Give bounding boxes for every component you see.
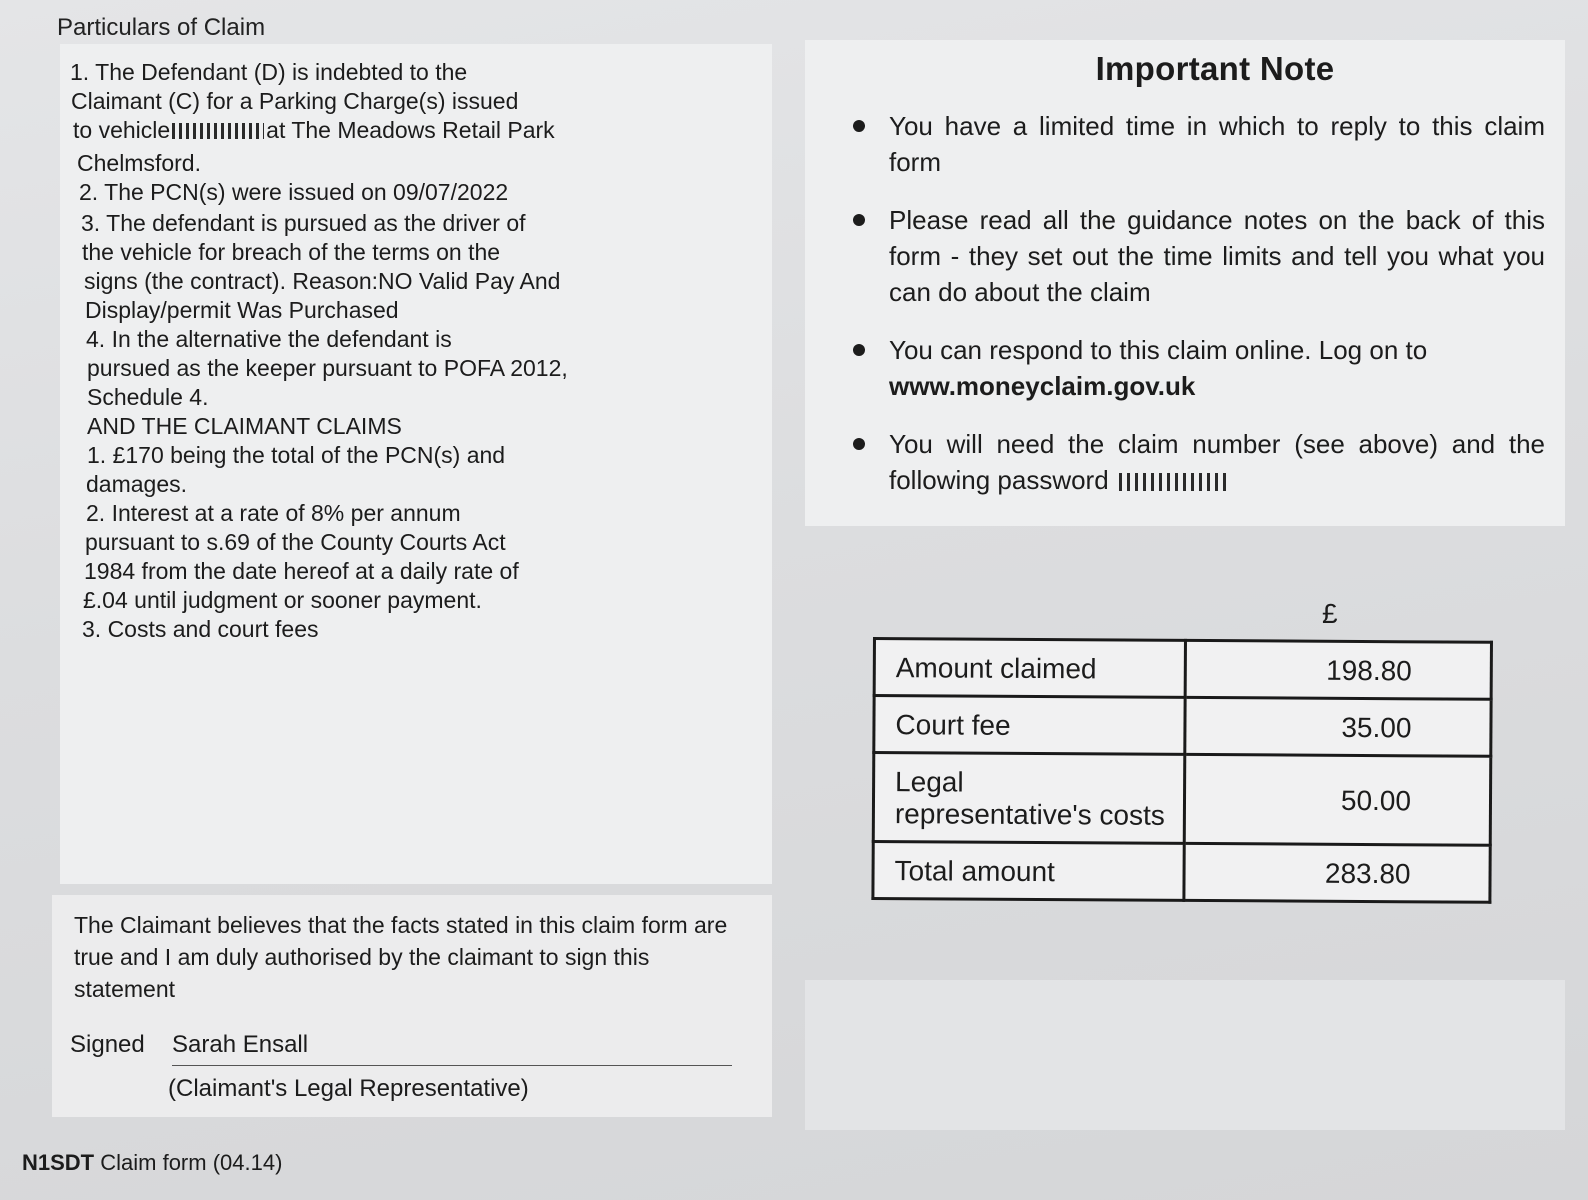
statement-of-truth xyxy=(52,895,772,1117)
note-item xyxy=(845,108,1545,180)
form-code-title: Claim form (04.14) xyxy=(100,1150,283,1175)
note-text: You have a limited time in which to reply to this claim form xyxy=(889,111,1545,177)
note-text: Please read all the guidance notes on the back of this form - they set out the time limits and tell you what you can do about the claim xyxy=(889,205,1545,307)
important-note-list xyxy=(845,108,1545,498)
claim-line: pursued as the keeper pursuant to POFA 2012, xyxy=(87,355,568,381)
claim-line: Display/permit Was Purchased xyxy=(85,297,399,323)
note-item xyxy=(845,332,1545,404)
bullet-icon xyxy=(853,344,865,356)
amounts-table xyxy=(871,637,1493,904)
amount-value: 198.80 xyxy=(1185,640,1491,699)
claim-line: 3. Costs and court fees xyxy=(82,616,319,642)
form-code xyxy=(22,1150,282,1176)
signature-line xyxy=(172,1065,732,1066)
claim-line: £.04 until judgment or sooner payment. xyxy=(83,587,482,613)
note-text: You can respond to this claim online. Log on to xyxy=(889,335,1428,365)
important-note-panel xyxy=(805,40,1565,526)
amount-label: Total amount xyxy=(873,842,1184,901)
signatory-name: Sarah Ensall xyxy=(172,1031,309,1058)
claim-line: 1. The Defendant (D) is indebted to the xyxy=(70,59,468,85)
amount-label: Court fee xyxy=(874,696,1185,755)
claim-line: AND THE CLAIMANT CLAIMS xyxy=(87,413,402,439)
claim-text: at The Meadows Retail Park xyxy=(266,117,555,143)
claim-line: Claimant (C) for a Parking Charge(s) issued xyxy=(71,88,519,114)
table-row xyxy=(873,842,1490,903)
claim-line-vehicle xyxy=(73,116,762,145)
amount-label: Legal representative's costs xyxy=(873,753,1185,844)
claim-line: Chelmsford. xyxy=(77,150,201,176)
signed-label: Signed xyxy=(70,1031,145,1058)
currency-symbol: £ xyxy=(1322,598,1338,629)
claim-line: damages. xyxy=(86,471,188,497)
claim-line: 2. The PCN(s) were issued on 09/07/2022 xyxy=(79,179,509,205)
bullet-icon xyxy=(853,120,865,132)
form-code-id: N1SDT xyxy=(22,1150,95,1175)
claim-line: 1. £170 being the total of the PCN(s) and xyxy=(87,442,506,468)
particulars-panel xyxy=(60,44,772,884)
important-note-title: Important Note xyxy=(1095,50,1335,87)
claim-line: Schedule 4. xyxy=(87,384,209,410)
amount-value: 35.00 xyxy=(1185,697,1491,756)
amount-label: Amount claimed xyxy=(874,639,1185,698)
signatory-role: (Claimant's Legal Representative) xyxy=(168,1075,529,1102)
claim-line: 2. Interest at a rate of 8% per annum xyxy=(86,500,461,526)
claim-line: 4. In the alternative the defendant is xyxy=(86,326,452,352)
note-item xyxy=(845,202,1545,310)
table-row xyxy=(873,753,1491,846)
claim-line: signs (the contract). Reason:NO Valid Pay And xyxy=(84,268,561,294)
claim-line: 1984 from the date hereof at a daily rate of xyxy=(84,558,519,584)
table-row xyxy=(874,696,1491,757)
redacted-password xyxy=(1119,473,1229,491)
particulars-heading: Particulars of Claim xyxy=(57,14,266,41)
moneyclaim-link[interactable]: www.moneyclaim.gov.uk xyxy=(889,371,1196,401)
bullet-icon xyxy=(853,438,865,450)
redacted-registration xyxy=(172,123,264,139)
claim-text: to vehicle xyxy=(73,117,171,143)
blank-area xyxy=(805,980,1565,1130)
claim-line: the vehicle for breach of the terms on the xyxy=(82,239,501,265)
table-row xyxy=(874,639,1491,700)
amount-value: 50.00 xyxy=(1184,754,1491,845)
claim-line: 3. The defendant is pursued as the driver of xyxy=(81,210,526,236)
note-item xyxy=(845,426,1545,498)
statement-text: The Claimant believes that the facts stated in this claim form are true and I am duly authorised by the claimant to sign this statement xyxy=(74,912,728,1002)
note-text: You will need the claim number (see above) and the following password xyxy=(889,429,1545,495)
bullet-icon xyxy=(853,214,865,226)
claim-line: pursuant to s.69 of the County Courts Act xyxy=(85,529,506,555)
signature-row xyxy=(70,1025,752,1065)
amount-value: 283.80 xyxy=(1184,843,1490,902)
